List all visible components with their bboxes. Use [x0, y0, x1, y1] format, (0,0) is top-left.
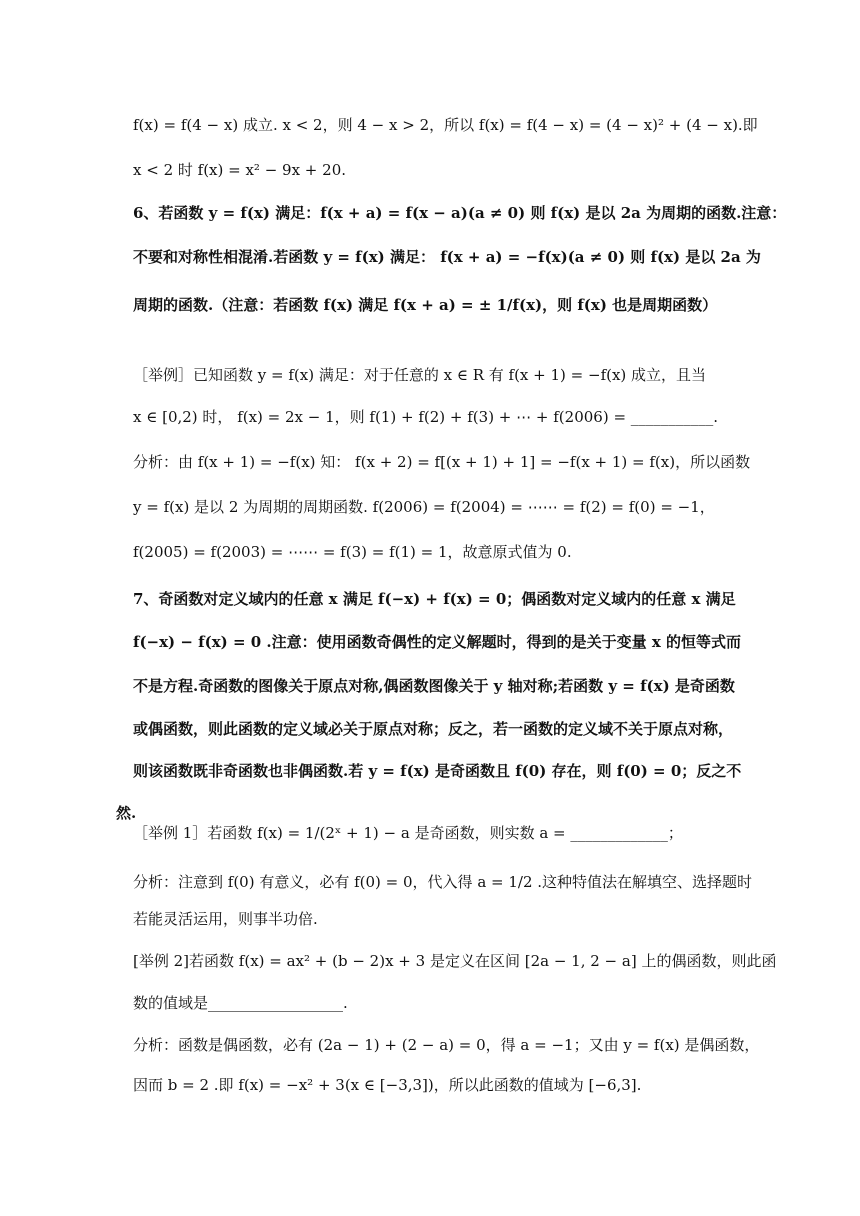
- text-line: ［举例］已知函数 y = f(x) 满足：对于任意的 x ∈ R 有 f(x + 1) = −f(x) 成立，且当: [133, 366, 707, 384]
- text-line: 数的值域是__________________.: [133, 994, 348, 1012]
- text-line: 分析：注意到 f(0) 有意义，必有 f(0) = 0，代入得 a = 1/2 .这种特值法在解填空、选择题时: [133, 873, 753, 891]
- text-line: 7、奇函数对定义域内的任意 x 满足 f(−x) + f(x) = 0；偶函数对定义域内的任意 x 满足: [133, 590, 736, 608]
- text-line: x ∈ [0,2) 时， f(x) = 2x − 1，则 f(1) + f(2) + f(3) + ⋯ + f(2006) = ___________.: [133, 408, 719, 426]
- text-line: 分析：函数是偶函数，必有 (2a − 1) + (2 − a) = 0，得 a = −1；又由 y = f(x) 是偶函数，: [133, 1036, 760, 1054]
- text-line: f(2005) = f(2003) = ⋯⋯ = f(3) = f(1) = 1，故意原式值为 0.: [133, 543, 572, 561]
- text-line: 不要和对称性相混淆.若函数 y = f(x) 满足： f(x + a) = −f(x)(a ≠ 0) 则 f(x) 是以 2a 为: [133, 248, 761, 266]
- text-line: 然.: [116, 804, 137, 822]
- text-line: f(−x) − f(x) = 0 .注意：使用函数奇偶性的定义解题时，得到的是关于变量 x 的恒等式而: [133, 633, 742, 651]
- text-line: 分析：由 f(x + 1) = −f(x) 知： f(x + 2) = f[(x + 1) + 1] = −f(x + 1) = f(x)，所以函数: [133, 453, 751, 471]
- text-line: 不是方程.奇函数的图像关于原点对称,偶函数图像关于 y 轴对称;若函数 y = f(x) 是奇函数: [133, 677, 735, 695]
- text-line: x < 2 时 f(x) = x² − 9x + 20.: [133, 161, 347, 179]
- text-line: 6、若函数 y = f(x) 满足：f(x + a) = f(x − a)(a ≠ 0) 则 f(x) 是以 2a 为周期的函数.注意：: [133, 204, 787, 222]
- text-line: f(x) = f(4 − x) 成立. x < 2，则 4 − x > 2，所以 f(x) = f(4 − x) = (4 − x)² + (4 − x).即: [133, 116, 758, 134]
- text-line: 则该函数既非奇函数也非偶函数.若 y = f(x) 是奇函数且 f(0) 存在，则 f(0) = 0；反之不: [133, 762, 742, 780]
- text-line: 或偶函数，则此函数的定义域必关于原点对称；反之，若一函数的定义域不关于原点对称，: [133, 720, 734, 738]
- text-line: 若能灵活运用，则事半功倍.: [133, 910, 318, 928]
- text-line: 因而 b = 2 .即 f(x) = −x² + 3(x ∈ [−3,3])，所以此函数的值域为 [−6,3].: [133, 1076, 642, 1094]
- text-line: [举例 2]若函数 f(x) = ax² + (b − 2)x + 3 是定义在区间 [2a − 1, 2 − a] 上的偶函数，则此函: [133, 952, 777, 970]
- text-line: y = f(x) 是以 2 为周期的周期函数. f(2006) = f(2004) = ⋯⋯ = f(2) = f(0) = −1，: [133, 498, 715, 516]
- text-line: 周期的函数.（注意：若函数 f(x) 满足 f(x + a) = ± 1/f(x)，则 f(x) 也是周期函数）: [133, 296, 718, 314]
- text-line: ［举例 1］若函数 f(x) = 1/(2ˣ + 1) − a 是奇函数，则实数 a = _____________；: [133, 824, 683, 842]
